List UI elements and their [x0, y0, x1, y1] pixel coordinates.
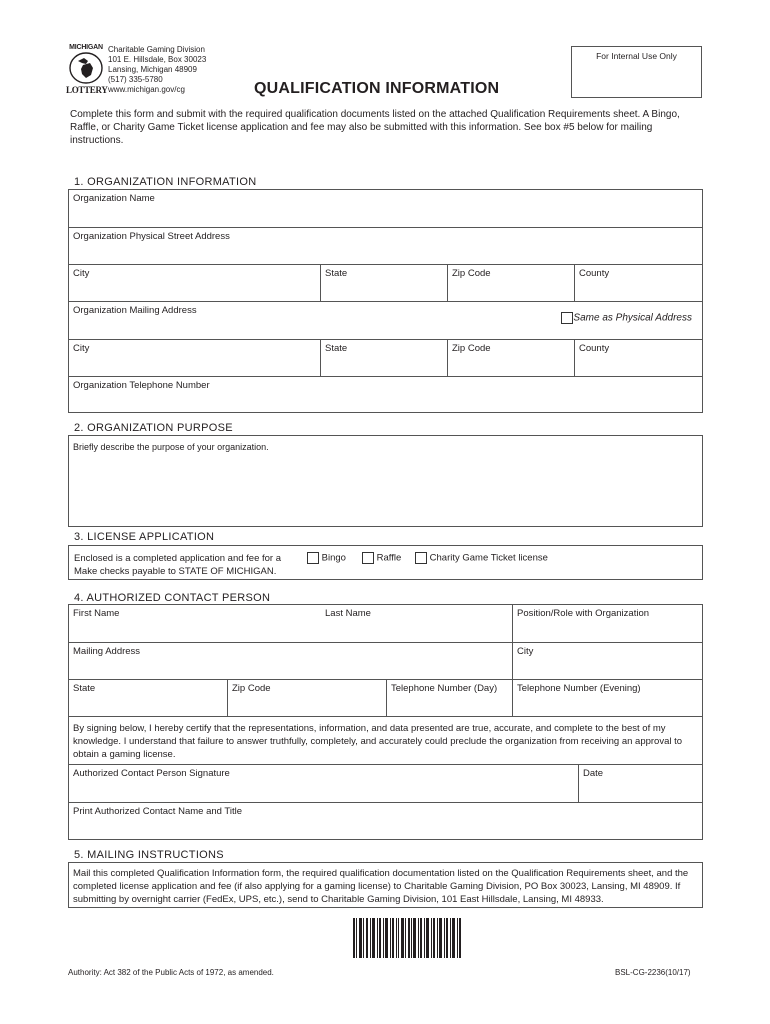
address-line: www.michigan.gov/cg: [108, 85, 185, 94]
internal-use-box: [571, 46, 702, 98]
same-as-label: Same as Physical Address: [573, 312, 692, 324]
city-field[interactable]: [69, 265, 321, 302]
mailing-address-field[interactable]: [69, 302, 702, 340]
zip-label: Zip Code: [452, 268, 491, 279]
checkbox-square[interactable]: [307, 552, 319, 564]
telephone-label: Organization Telephone Number: [73, 380, 210, 391]
authority-text: Authority: Act 382 of the Public Acts of 1972, as amended.: [68, 968, 274, 977]
first-name-label: First Name: [73, 608, 120, 619]
section1-box: [68, 189, 703, 413]
phone-evening-field[interactable]: [513, 680, 702, 717]
checkbox-square[interactable]: [415, 552, 427, 564]
mail-county-field[interactable]: [575, 340, 702, 377]
signature-label: Authorized Contact Person Signature: [73, 768, 230, 779]
contact-state-label: State: [73, 683, 96, 694]
contact-state-field[interactable]: [69, 680, 228, 717]
contact-city-label: City: [517, 646, 534, 657]
position-label: Position/Role with Organization: [517, 608, 650, 619]
barcode: [353, 918, 461, 958]
section2-title: 2. ORGANIZATION PURPOSE: [74, 422, 233, 434]
form-number: BSL-CG-2236(10/17): [615, 968, 691, 977]
page-title: QUALIFICATION INFORMATION: [254, 80, 500, 97]
contact-zip-label: Zip Code: [232, 683, 271, 694]
address-line: Lansing, Michigan 48909: [108, 65, 197, 74]
city-label: City: [73, 343, 90, 354]
print-name-label: Print Authorized Contact Name and Title: [73, 806, 242, 817]
last-name-field[interactable]: [321, 605, 513, 643]
michigan-map-icon: [66, 51, 106, 85]
lottery-logo: [66, 44, 106, 100]
mail-state-field[interactable]: [321, 340, 448, 377]
org-name-field[interactable]: [69, 190, 702, 228]
contact-person-box: [68, 604, 703, 840]
section3-title: 3. LICENSE APPLICATION: [74, 531, 215, 543]
checkbox-square[interactable]: [561, 312, 573, 324]
mailing-instructions-text: Mail this completed Qualification Information form, the required qualification documentation listed on the Qualification Requirements sheet, and the completed license application and fee (if also applying for a gaming license) to Charitable Gaming Division, PO Box 30023, Lansing, MI 48909. If submitting by overnight carrier (FedEx, UPS, etc.), send to Charitable Gaming Division, 101 East Hillsdale, Lansing, MI 48933.: [73, 868, 689, 905]
county-field[interactable]: [575, 265, 702, 302]
certification-text: [69, 717, 702, 765]
logo-top-text: MICHIGAN: [69, 44, 103, 51]
print-name-field[interactable]: [69, 803, 702, 839]
address-line: 101 E. Hillsdale, Box 30023: [108, 55, 207, 64]
mailing-address-label: Organization Mailing Address: [73, 305, 197, 316]
license-line2: Make checks payable to STATE OF MICHIGAN.: [74, 566, 277, 577]
address-line: (517) 335-5780: [108, 75, 163, 84]
phone-evening-label: Telephone Number (Evening): [517, 683, 641, 694]
state-field[interactable]: [321, 265, 448, 302]
city-label: City: [73, 268, 90, 279]
first-name-field[interactable]: [69, 605, 321, 643]
logo-bottom-text: LOTTERY: [66, 85, 108, 95]
same-as-physical-checkbox[interactable]: [561, 312, 692, 324]
section4-title: 4. AUTHORIZED CONTACT PERSON: [74, 592, 271, 604]
mail-city-field[interactable]: [69, 340, 321, 377]
last-name-label: Last Name: [325, 608, 371, 619]
zip-label: Zip Code: [452, 343, 491, 354]
charity-game-ticket-checkbox[interactable]: [415, 552, 548, 564]
position-field[interactable]: [513, 605, 702, 643]
contact-mailing-address-field[interactable]: [69, 643, 513, 680]
charity-game-label: Charity Game Ticket license: [429, 552, 548, 564]
state-label: State: [325, 343, 348, 354]
bingo-checkbox[interactable]: [307, 552, 346, 564]
section1-title: 1. ORGANIZATION INFORMATION: [74, 176, 257, 188]
raffle-checkbox[interactable]: [362, 552, 401, 564]
intro-text: Complete this form and submit with the required qualification documents listed on the attached Qualification Requirements sheet. A Bingo, Raffle, or Charity Game Ticket license application and fee may also be submitted with this information. See box #5 below for mailing instructions.: [70, 109, 680, 146]
raffle-label: Raffle: [376, 552, 402, 564]
bingo-label: Bingo: [321, 552, 346, 564]
telephone-field[interactable]: [69, 377, 702, 412]
contact-city-field[interactable]: [513, 643, 702, 680]
purpose-field[interactable]: [68, 435, 703, 527]
certify-paragraph: By signing below, I hereby certify that the representations, information, and data presented are true, accurate, and complete to the best of my knowledge. I understand that failure to answer truthfully, completely, and accurately could preclude the organization from receiving an approval to obtain a gaming license.: [73, 723, 683, 760]
contact-zip-field[interactable]: [228, 680, 387, 717]
signature-field[interactable]: [69, 765, 579, 803]
date-label: Date: [583, 768, 604, 779]
county-label: County: [579, 268, 610, 279]
state-label: State: [325, 268, 348, 279]
date-field[interactable]: [579, 765, 702, 803]
phone-day-field[interactable]: [387, 680, 513, 717]
license-line1: Enclosed is a completed application and fee for a: [74, 553, 282, 564]
physical-address-field[interactable]: [69, 228, 702, 265]
address-line: Charitable Gaming Division: [108, 45, 205, 54]
mailing-instructions-box: [68, 862, 703, 908]
phone-day-label: Telephone Number (Day): [391, 683, 498, 694]
contact-mailing-label: Mailing Address: [73, 646, 141, 657]
division-address: [108, 45, 248, 95]
section5-title: 5. MAILING INSTRUCTIONS: [74, 849, 224, 861]
mail-zip-field[interactable]: [448, 340, 575, 377]
county-label: County: [579, 343, 610, 354]
barcode-graphic: [353, 918, 461, 958]
zip-field[interactable]: [448, 265, 575, 302]
purpose-prompt: Briefly describe the purpose of your organization.: [73, 442, 269, 452]
org-name-label: Organization Name: [73, 193, 155, 204]
checkbox-square[interactable]: [362, 552, 374, 564]
internal-use-label: For Internal Use Only: [596, 51, 677, 61]
physical-address-label: Organization Physical Street Address: [73, 231, 230, 242]
license-application-box: [68, 545, 703, 580]
